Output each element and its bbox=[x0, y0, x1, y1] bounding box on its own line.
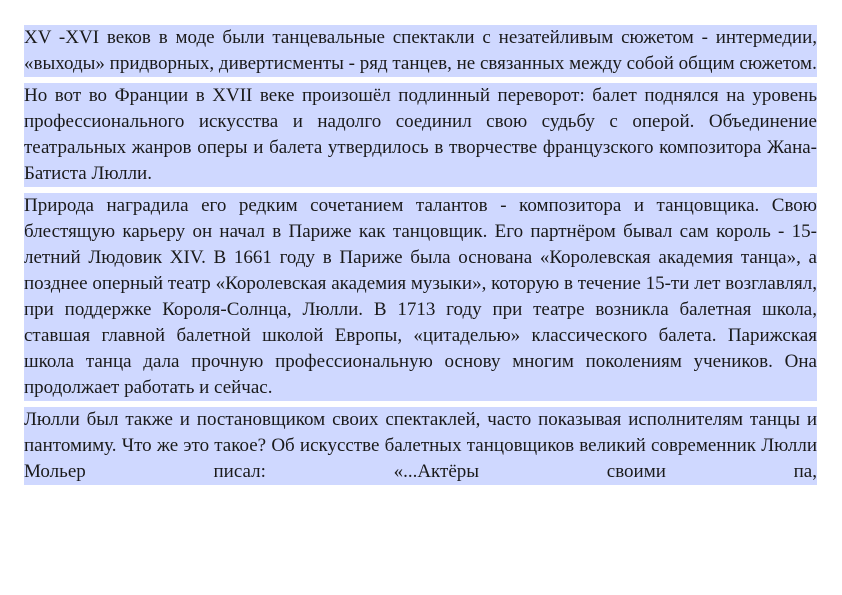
paragraph-1: XV -XVI веков в моде были танцевальные спектакли с незатейливым сюжетом - интермедии, «выходы» придворных, дивертисменты - ряд танцев, не связанных между собой общим сюжетом. bbox=[24, 25, 817, 77]
paragraph-4: Люлли был также и постановщиком своих спектаклей, часто показывая исполнителям танцы и пантомиму. Что же это такое? Об искусстве балетных танцовщиков великий современник Люлли Мольер писал: «...Актёры своими па, bbox=[24, 407, 817, 485]
paragraph-3: Природа наградила его редким сочетанием талантов - композитора и танцовщика. Свою блестящую карьеру он начал в Париже как танцовщик. Его партнёром бывал сам король - 15-летний Людовик XIV. В 1661 году в Париже была основана «Королевская академия танца», а позднее оперный театр «Королевская академия музыки», которую в течение 15-ти лет возглавлял, при поддержке Короля-Солнца, Люлли. В 1713 году при театре возникла балетная школа, ставшая главной балетной школой Европы, «цитаделью» классического балета. Парижская школа танца дала прочную профессиональную основу многим поколениям учеников. Она продолжает работать и сейчас. bbox=[24, 193, 817, 401]
text-body bbox=[24, 25, 817, 491]
paragraph-2: Но вот во Франции в XVII веке произошёл подлинный переворот: балет поднялся на уровень профессионального искусства и надолго соединил свою судьбу с оперой. Объединение театральных жанров оперы и балета утвердилось в творчестве французского композитора Жана-Батиста Люлли. bbox=[24, 83, 817, 187]
